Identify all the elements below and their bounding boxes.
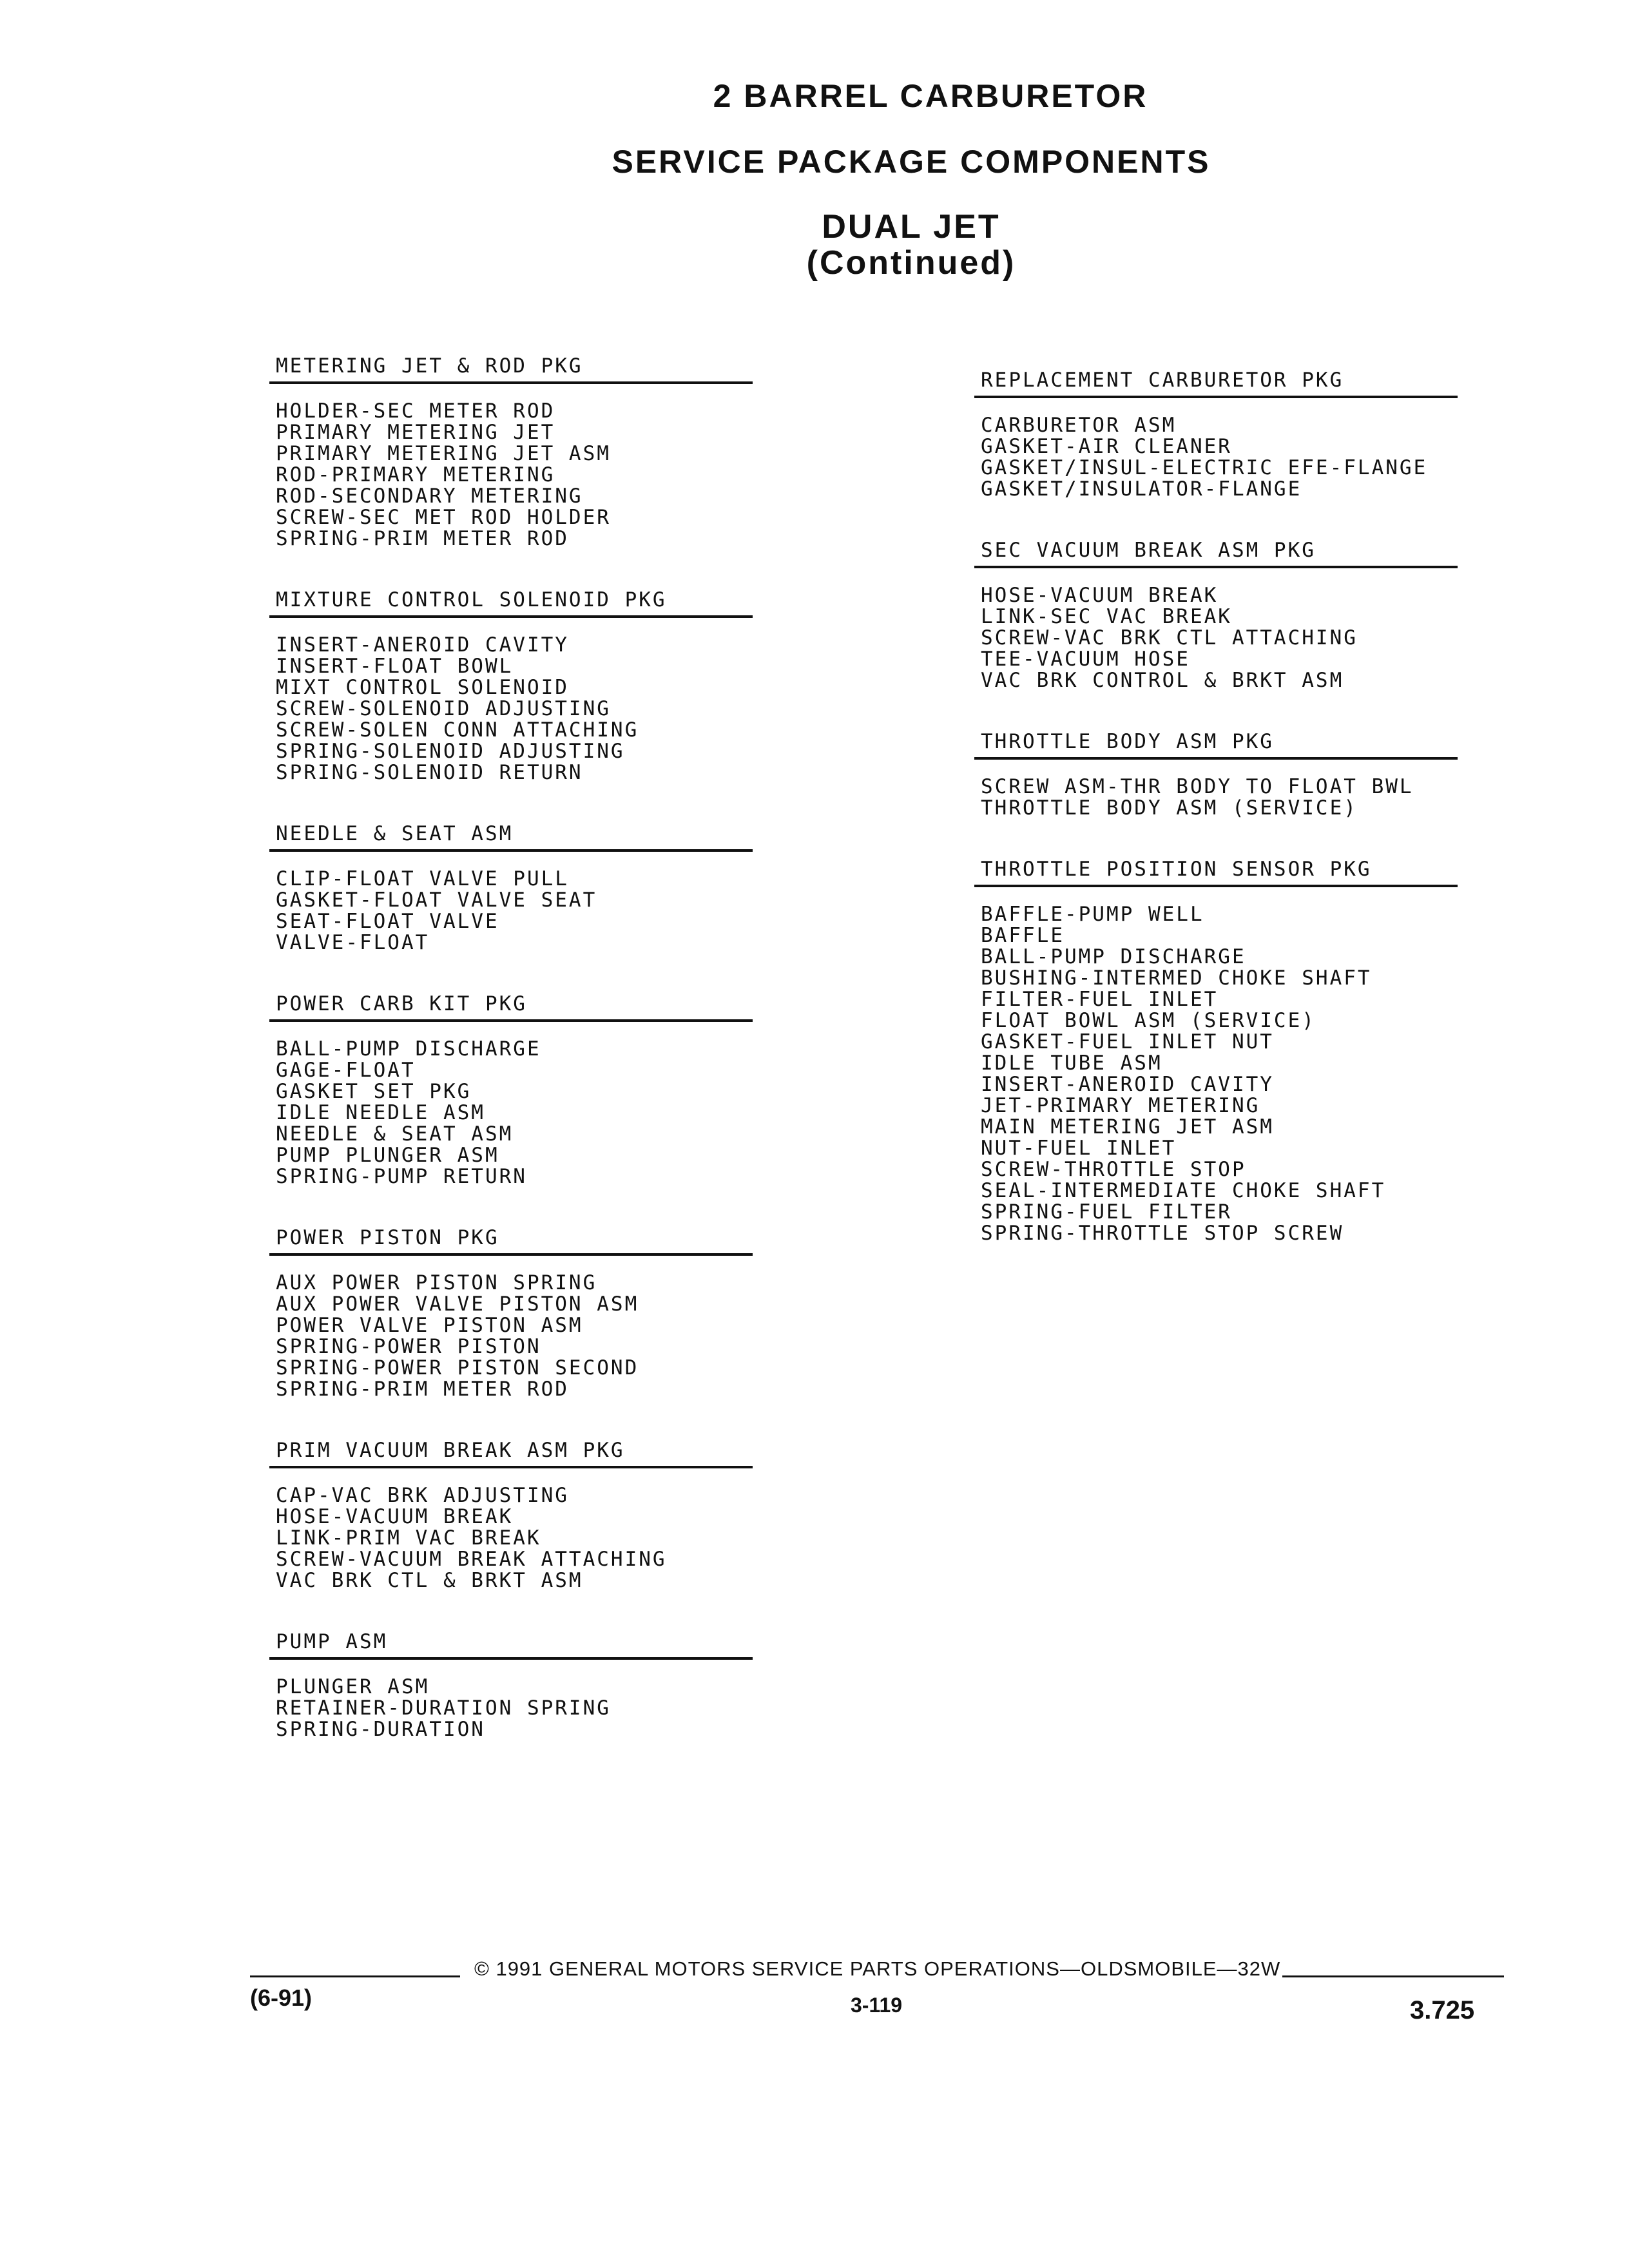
part-item: TEE-VACUUM HOSE	[981, 648, 1190, 671]
section-heading: SEC VACUUM BREAK ASM PKG	[974, 537, 1458, 568]
part-item: BALL-PUMP DISCHARGE	[276, 1037, 541, 1061]
part-item: GASKET-FLOAT VALVE SEAT	[276, 889, 597, 912]
part-item: GASKET/INSUL-ELECTRIC EFE-FLANGE	[981, 456, 1428, 479]
parts-section	[269, 1437, 759, 1591]
parts-section	[269, 991, 759, 1187]
part-item: SPRING-POWER PISTON SECOND	[276, 1356, 639, 1379]
part-item: IDLE TUBE ASM	[981, 1052, 1162, 1075]
part-item: BALL-PUMP DISCHARGE	[981, 945, 1246, 968]
part-item: THROTTLE BODY ASM (SERVICE)	[981, 796, 1358, 820]
part-item: SCREW-SOLENOID ADJUSTING	[276, 697, 611, 720]
parts-list	[269, 635, 759, 783]
part-item: GASKET/INSULATOR-FLANGE	[981, 477, 1302, 501]
part-item: SPRING-FUEL FILTER	[981, 1200, 1232, 1224]
page-subtitle: SERVICE PACKAGE COMPONENTS	[612, 144, 1211, 180]
parts-list	[269, 1273, 759, 1400]
footer-copyright: © 1991 GENERAL MOTORS SERVICE PARTS OPERATIONS—OLDSMOBILE—32W	[474, 1957, 1281, 1980]
part-item: VALVE-FLOAT	[276, 931, 430, 954]
section-heading: POWER PISTON PKG	[269, 1225, 753, 1256]
part-item: SCREW-VACUUM BREAK ATTACHING	[276, 1548, 667, 1571]
part-item: MIXT CONTROL SOLENOID	[276, 676, 569, 699]
parts-section	[269, 353, 759, 550]
part-item: GASKET SET PKG	[276, 1080, 472, 1103]
part-item: SPRING-PRIM METER ROD	[276, 527, 569, 550]
part-item: GASKET-FUEL INLET NUT	[981, 1030, 1274, 1053]
parts-section	[974, 856, 1464, 1244]
part-item: MAIN METERING JET ASM	[981, 1115, 1274, 1139]
parts-section	[269, 587, 759, 783]
part-item: ROD-SECONDARY METERING	[276, 485, 583, 508]
parts-section	[974, 537, 1464, 691]
part-item: GASKET-AIR CLEANER	[981, 435, 1232, 458]
part-item: SCREW-SEC MET ROD HOLDER	[276, 506, 611, 529]
part-item: LINK-PRIM VAC BREAK	[276, 1526, 541, 1550]
parts-section	[974, 367, 1464, 500]
section-heading: REPLACEMENT CARBURETOR PKG	[974, 367, 1458, 398]
footer-rule-right	[1282, 1975, 1504, 1977]
part-item: CARBURETOR ASM	[981, 414, 1177, 437]
part-item: FLOAT BOWL ASM (SERVICE)	[981, 1009, 1316, 1032]
parts-list	[269, 1677, 759, 1740]
part-item: LINK-SEC VAC BREAK	[981, 605, 1232, 628]
part-item: HOLDER-SEC METER ROD	[276, 399, 555, 423]
parts-list	[974, 776, 1464, 819]
footer-rule-left	[250, 1975, 460, 1977]
part-item: SCREW-SOLEN CONN ATTACHING	[276, 718, 639, 742]
part-item: SPRING-SOLENOID RETURN	[276, 761, 583, 784]
parts-list	[269, 401, 759, 550]
page-continued-note: (Continued)	[806, 244, 1016, 282]
part-item: SPRING-SOLENOID ADJUSTING	[276, 740, 625, 763]
page-title: 2 BARREL CARBURETOR	[713, 78, 1148, 114]
parts-section	[269, 821, 759, 954]
part-item: SCREW-VAC BRK CTL ATTACHING	[981, 626, 1358, 649]
part-item: ROD-PRIMARY METERING	[276, 463, 555, 486]
part-item: POWER VALVE PISTON ASM	[276, 1314, 583, 1337]
part-item: HOSE-VACUUM BREAK	[981, 584, 1219, 607]
footer-date: (6-91)	[250, 1984, 313, 2011]
part-item: AUX POWER VALVE PISTON ASM	[276, 1293, 639, 1316]
part-item: SCREW-THROTTLE STOP	[981, 1158, 1246, 1181]
part-item: FILTER-FUEL INLET	[981, 988, 1219, 1011]
part-item: SPRING-POWER PISTON	[276, 1335, 541, 1358]
part-item: SEAT-FLOAT VALVE	[276, 910, 499, 933]
left-column	[269, 353, 759, 1778]
parts-list	[974, 415, 1464, 500]
footer-section-number: 3.725	[1410, 1996, 1475, 2024]
part-item: BAFFLE-PUMP WELL	[981, 903, 1204, 926]
part-item: INSERT-ANEROID CAVITY	[981, 1073, 1274, 1096]
section-heading: NEEDLE & SEAT ASM	[269, 821, 753, 852]
part-item: CAP-VAC BRK ADJUSTING	[276, 1484, 569, 1507]
section-heading: THROTTLE BODY ASM PKG	[974, 729, 1458, 760]
section-heading: PUMP ASM	[269, 1629, 753, 1660]
part-item: SPRING-THROTTLE STOP SCREW	[981, 1222, 1344, 1245]
parts-section	[974, 729, 1464, 819]
part-item: INSERT-FLOAT BOWL	[276, 655, 514, 678]
section-heading: MIXTURE CONTROL SOLENOID PKG	[269, 587, 753, 618]
part-item: JET-PRIMARY METERING	[981, 1094, 1260, 1117]
part-item: PRIMARY METERING JET ASM	[276, 442, 611, 465]
part-item: VAC BRK CONTROL & BRKT ASM	[981, 669, 1344, 692]
page-subheading: DUAL JET	[822, 208, 1001, 245]
parts-list	[974, 904, 1464, 1244]
parts-list	[269, 1039, 759, 1187]
part-item: SEAL-INTERMEDIATE CHOKE SHAFT	[981, 1179, 1386, 1202]
section-heading: POWER CARB KIT PKG	[269, 991, 753, 1022]
part-item: GAGE-FLOAT	[276, 1059, 416, 1082]
part-item: PRIMARY METERING JET	[276, 421, 555, 444]
right-column	[974, 367, 1464, 1282]
part-item: BAFFLE	[981, 924, 1065, 947]
parts-list	[269, 869, 759, 954]
section-heading: METERING JET & ROD PKG	[269, 353, 753, 384]
footer-page-number: 3-119	[851, 1994, 903, 2017]
part-item: NUT-FUEL INLET	[981, 1137, 1177, 1160]
part-item: INSERT-ANEROID CAVITY	[276, 633, 569, 657]
part-item: SPRING-DURATION	[276, 1718, 485, 1741]
part-item: SCREW ASM-THR BODY TO FLOAT BWL	[981, 775, 1414, 798]
part-item: RETAINER-DURATION SPRING	[276, 1696, 611, 1720]
parts-section	[269, 1225, 759, 1400]
section-heading: PRIM VACUUM BREAK ASM PKG	[269, 1437, 753, 1468]
part-item: BUSHING-INTERMED CHOKE SHAFT	[981, 966, 1372, 990]
part-item: IDLE NEEDLE ASM	[276, 1101, 485, 1124]
section-heading: THROTTLE POSITION SENSOR PKG	[974, 856, 1458, 887]
part-item: HOSE-VACUUM BREAK	[276, 1505, 514, 1528]
part-item: SPRING-PRIM METER ROD	[276, 1378, 569, 1401]
part-item: NEEDLE & SEAT ASM	[276, 1122, 514, 1146]
part-item: AUX POWER PISTON SPRING	[276, 1271, 597, 1294]
parts-list	[974, 585, 1464, 691]
part-item: PUMP PLUNGER ASM	[276, 1144, 499, 1167]
part-item: VAC BRK CTL & BRKT ASM	[276, 1569, 583, 1592]
part-item: SPRING-PUMP RETURN	[276, 1165, 527, 1188]
part-item: PLUNGER ASM	[276, 1675, 430, 1698]
part-item: CLIP-FLOAT VALVE PULL	[276, 867, 569, 890]
parts-list	[269, 1485, 759, 1591]
parts-section	[269, 1629, 759, 1740]
